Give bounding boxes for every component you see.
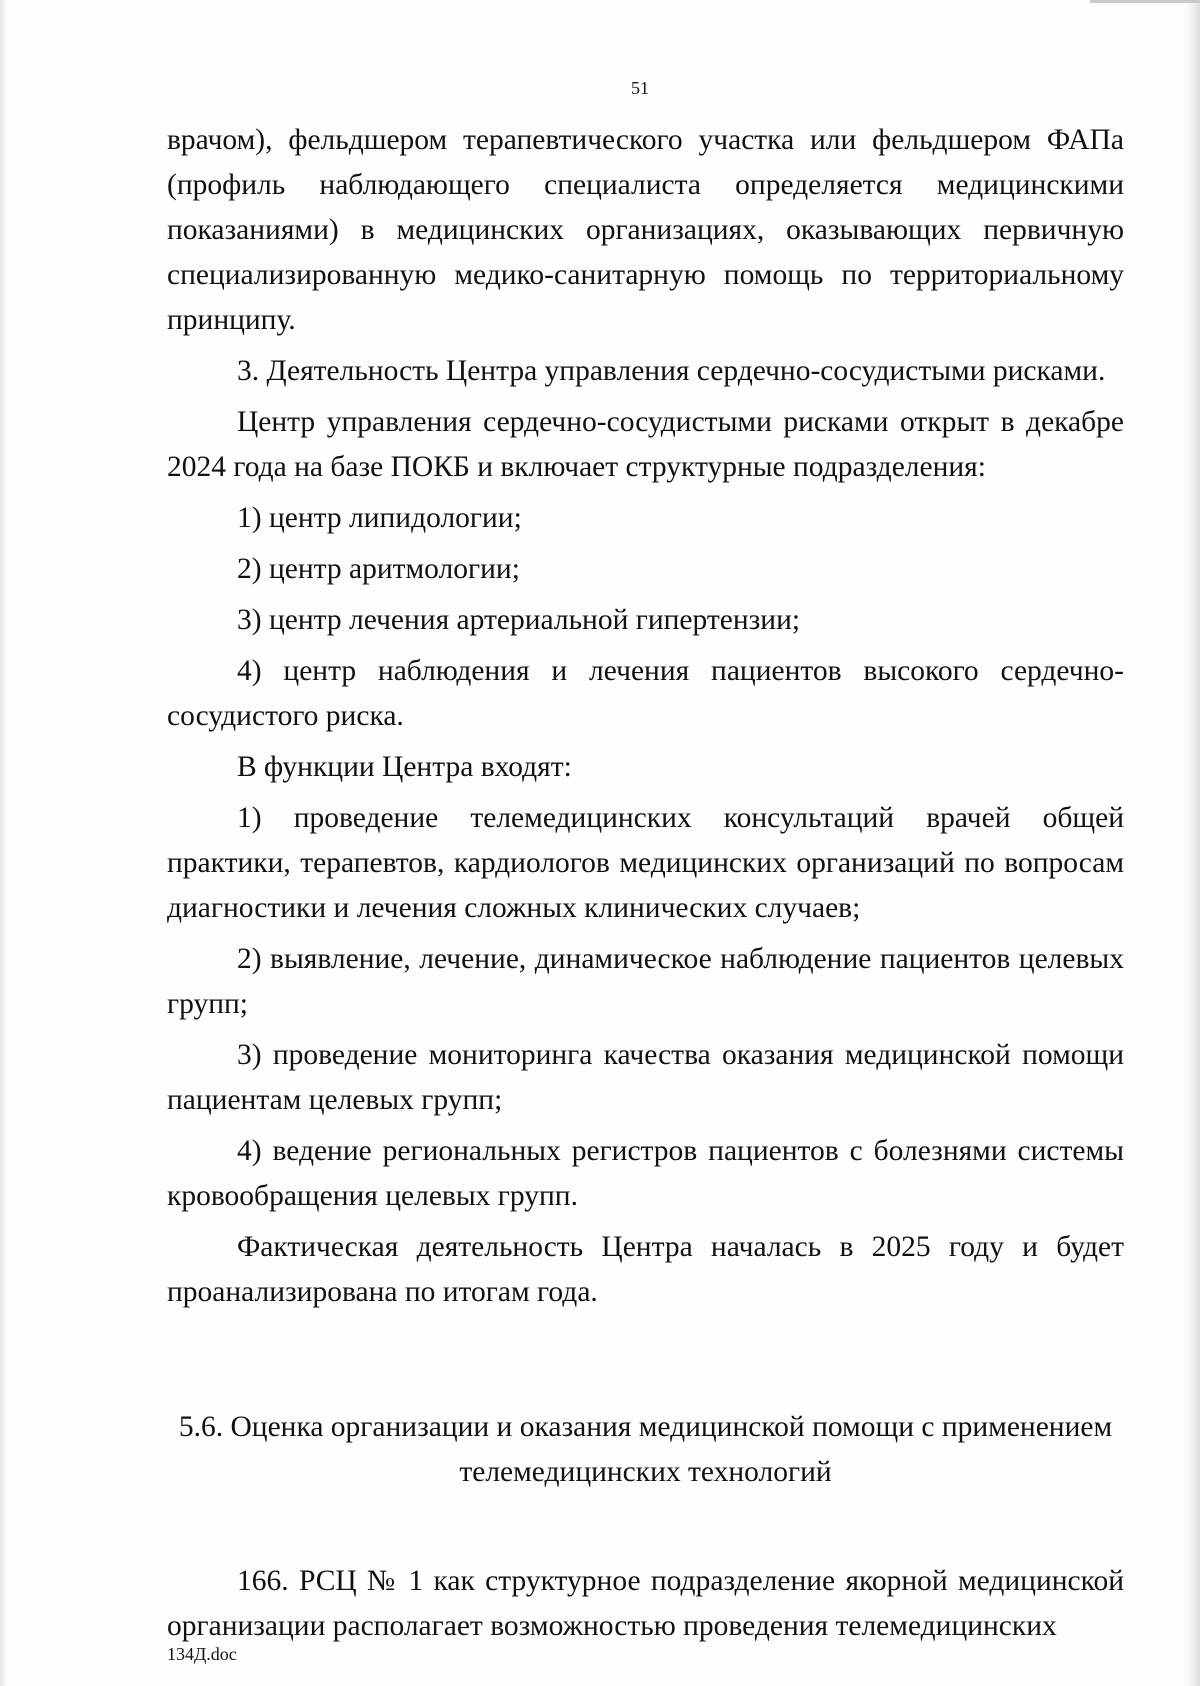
paragraph-section-3: 3. Деятельность Центра управления сердечно-сосудистыми рисками.: [237, 355, 1106, 387]
footer-filename: 134Д.doc: [167, 1644, 237, 1664]
document-body: [167, 118, 1124, 1649]
paragraph-functions-intro: В функции Центра входят:: [237, 751, 572, 783]
list-item-lipidology: 1) центр липидологии;: [237, 502, 522, 534]
paragraph-166: 166. РСЦ № 1 как структурное подразделение якорной медицинской организации располагает возможностью проведения телемедицинских: [167, 1565, 1124, 1642]
paragraph-center-opening: Центр управления сердечно-сосудистыми рисками открыт в декабре 2024 года на базе ПОКБ и включает структурные подразделения:: [167, 406, 1124, 483]
list-item-high-risk: 4) центр наблюдения и лечения пациентов высокого сердечно-сосудистого риска.: [167, 655, 1124, 732]
function-item-3: 3) проведение мониторинга качества оказания медицинской помощи пациентам целевых групп;: [167, 1039, 1124, 1116]
page-number: 51: [631, 78, 649, 98]
section-heading-line-2: телемедицинских технологий: [459, 1456, 832, 1488]
paragraph-actual-activity: Фактическая деятельность Центра началась в 2025 году и будет проанализирована по итогам года.: [167, 1231, 1124, 1308]
function-item-1: 1) проведение телемедицинских консультаций врачей общей практики, терапевтов, кардиологов медицинских организаций по вопросам диагностики и лечения сложных клинических случаев;: [167, 802, 1124, 924]
scan-edge-left: [0, 0, 8, 1686]
section-heading-5-6: [167, 1405, 1124, 1495]
function-item-2: 2) выявление, лечение, динамическое наблюдение пациентов целевых групп;: [167, 943, 1124, 1020]
section-heading-line-1: 5.6. Оценка организации и оказания медицинской помощи с применением: [178, 1411, 1113, 1443]
paragraph-continuation: врачом), фельдшером терапевтического участка или фельдшером ФАПа (профиль наблюдающего специалиста определяется медицинскими показаниями) в медицинских организациях, оказывающих первичную специализированную медико-санитарную помощь по территориальному принципу.: [167, 124, 1124, 336]
function-item-4: 4) ведение региональных регистров пациентов с болезнями системы кровообращения целевых групп.: [167, 1135, 1124, 1212]
list-item-hypertension: 3) центр лечения артериальной гипертензии;: [237, 604, 801, 636]
list-item-arrhythmology: 2) центр аритмологии;: [237, 553, 520, 585]
scan-edge-right: [1186, 0, 1200, 1686]
scan-edge-top: [1090, 0, 1200, 3]
